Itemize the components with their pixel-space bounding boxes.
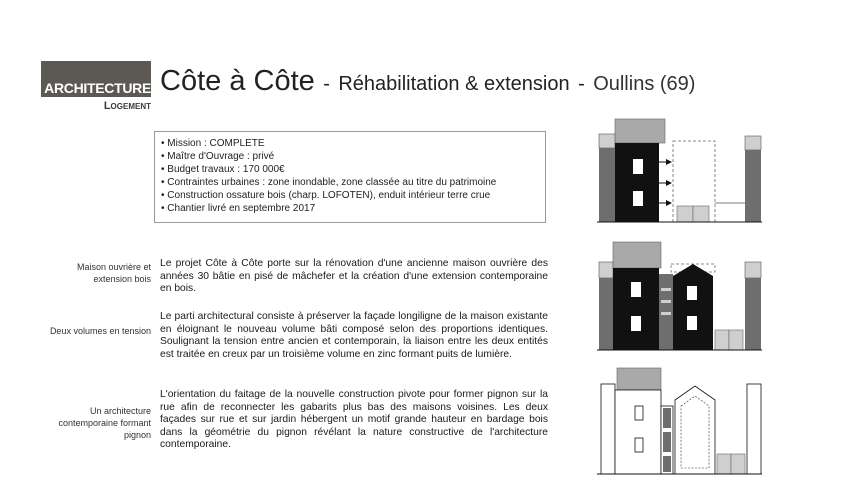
info-client: • Maître d'Ouvrage : privé bbox=[161, 151, 275, 162]
category-subtitle: Logement bbox=[103, 100, 151, 112]
section-text: Le parti architectural consiste à préserver la façade longiligne de la maison existante en éloignant le nouveau volume bâti composé selon des proportions identiques. Soulignant la tension entre ancien et contemporain, la liaison entre les deux entités est traitée en creux par un troisième volume en zinc formant puits de lumière. bbox=[160, 311, 548, 360]
project-subtitle: Réhabilitation & extension bbox=[338, 73, 570, 95]
section-label: Maison ouvrière et extension bois bbox=[76, 262, 151, 284]
project-title: Côte à Côte bbox=[160, 65, 315, 97]
elevation-drawing-volumes bbox=[597, 240, 762, 352]
info-mission: • Mission : COMPLETE bbox=[161, 138, 265, 149]
section-label: Deux volumes en tension bbox=[49, 326, 151, 336]
info-constraints: • Contraintes urbaines : zone inondable, zone classée au titre du patrimoine bbox=[161, 177, 497, 188]
project-location: Oullins (69) bbox=[593, 73, 696, 95]
info-construction: • Construction ossature bois (charp. LOFOTEN), enduit intérieur terre crue bbox=[161, 190, 491, 201]
info-budget: • Budget travaux : 170 000€ bbox=[161, 164, 285, 175]
section-text: L'orientation du faitage de la nouvelle construction pivote pour former pignon sur la rue afin de reconnecter les gabarits plus bas des maisons voisines. Les deux façades sur rue et sur jardin hébergent un motif grande hauteur en bardage bois dans la géométrie du pignon révélant la nature constructive de l'architecture contemporaine. bbox=[160, 389, 548, 450]
category-title: ARCHITECTURE bbox=[44, 80, 151, 96]
project-info-box bbox=[154, 131, 546, 223]
elevation-drawing-existing bbox=[597, 117, 762, 224]
title-separator: - bbox=[578, 73, 585, 95]
info-delivery: • Chantier livré en septembre 2017 bbox=[161, 203, 316, 214]
elevation-drawing-facade bbox=[597, 366, 762, 476]
section-label: Un architecture contemporaine formant pignon bbox=[58, 406, 151, 440]
title-separator: - bbox=[323, 73, 330, 95]
section-text: Le projet Côte à Côte porte sur la rénovation d'une ancienne maison ouvrière des années 30 bâtie en pisé de mâchefer et la création d'une extension contemporaine en bois. bbox=[160, 258, 548, 294]
page-title bbox=[160, 63, 695, 104]
